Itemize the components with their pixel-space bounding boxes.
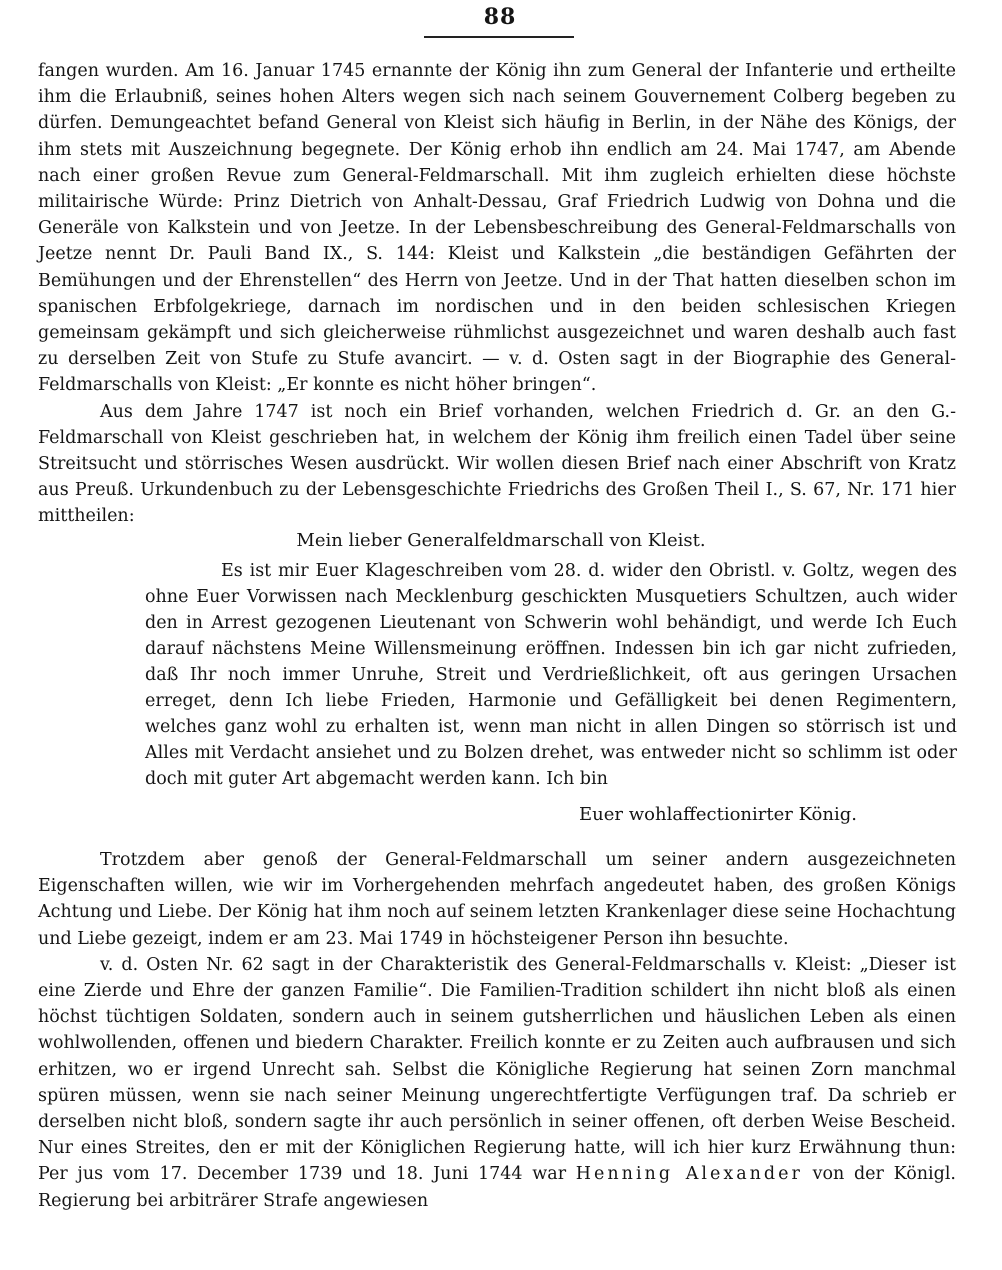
main-text xyxy=(38,58,956,530)
paragraph-royal-esteem: Trotzdem aber genoß der General-Feldmarschall um seiner andern ausgezeichneten Eigenschaften willen, wie wir im Vorhergehenden mehrfach angedeutet haben, des großen Königs Achtung und Liebe. Der König hat ihm noch auf seinem letzten Krankenlager diese seine Hochachtung und Liebe gezeigt, indem er am 23. Mai 1749 in höchsteigener Person ihn besuchte. xyxy=(38,850,956,949)
closing-text xyxy=(38,847,956,1214)
page-number: 88 xyxy=(483,4,517,30)
header-rule xyxy=(424,36,574,38)
paragraph-characteristics xyxy=(38,952,956,1214)
person-name: Henning Alexander xyxy=(575,1164,803,1185)
paragraph-letter-intro: Aus dem Jahre 1747 ist noch ein Brief vorhanden, welchen Friedrich d. Gr. an den G.-Feldmarschall von Kleist geschrieben hat, in welchem der König ihm freilich einen Tadel über seine Streitsucht und störrisches Wesen ausdrückt. Wir wollen diesen Brief nach einer Abschrift von Kratz aus Preuß. Urkundenbuch zu der Lebensgeschichte Friedrichs des Großen Theil I., S. 67, Nr. 171 hier mittheilen: xyxy=(38,401,956,527)
paragraph-characteristics-text: v. d. Osten Nr. 62 sagt in der Charakteristik des General-Feldmarschalls v. Kleist: „Dieser ist eine Zierde und Ehre der ganzen Familie“. Die Familien-Tradition schildert ihn nicht bloß als einen höchst tüchtigen Soldaten, sondern auch in seinem gutsherrlichen und häuslichen Leben als einen wohlwollenden, offenen und biedern Charakter. Freilich konnte er zu Zeiten auch aufbrausen und sich erhitzen, wo er irgend Unrecht sah. Selbst die Königliche Regierung hat seinen Zorn manchmal spüren müssen, wenn sie nach seiner Meinung ungerechtfertigte Verfügungen traf. Da schrieb er derselben nicht bloß, sondern sagte ihr auch persönlich in seiner offenen, oft derben Weise Bescheid. Nur eines Streites, den er mit der Königlichen Regierung hatte, will ich hier kurz Erwähnung thun: Per jus vom 17. December 1739 und 18. Juni 1744 war xyxy=(38,954,956,1185)
quoted-letter xyxy=(145,528,957,828)
letter-salutation: Mein lieber Generalfeldmarschall von Kleist. xyxy=(296,530,706,551)
paragraph-characteristics-end: von der Königl. Regierung bei arbiträrer Strafe angewiesen xyxy=(38,1164,956,1211)
letter-body: Es ist mir Euer Klageschreiben vom 28. d. wider den Obristl. v. Goltz, wegen des ohne Euer Vorwissen nach Mecklenburg geschickten Musquetiers Schultzen, auch wider den in Arrest gezogenen Lieutenant von Schwerin wohl behändigt, und werde Ich Euch darauf nächstens Meine Willensmeinung eröffnen. Indessen bin ich gar nicht zufrieden, daß Ihr noch immer Unruhe, Streit und Verdrießlichkeit, oft aus geringen Ursachen erreget, denn Ich liebe Frieden, Harmonie und Gefälligkeit bei denen Regimentern, welches ganz wohl zu erhalten ist, wenn man nicht in allen Dingen so störrisch ist und Alles mit Verdacht ansiehet und zu Bolzen drehet, was entweder nicht so schlimm ist oder doch mit guter Art abgemacht werden kann. Ich bin xyxy=(145,561,957,789)
paragraph-continuation: fangen wurden. Am 16. Januar 1745 ernannte der König ihn zum General der Infanterie und ertheilte ihm die Erlaubniß, seines hohen Alters wegen sich nach seinem Gouvernement Colberg begeben zu dürfen. Demungeachtet befand General von Kleist sich häufig in Berlin, in der Nähe des Königs, der ihm stets mit Auszeichnung begegnete. Der König erhob ihn endlich am 24. Mai 1747, am Abende nach einer großen Revue zum General-Feldmarschall. Mit ihm zugleich erhielten diese höchste militairische Würde: Prinz Dietrich von Anhalt-Dessau, Graf Friedrich Ludwig von Dohna und die Generäle von Kalkstein und von Jeetze. In der Lebensbeschreibung des General-Feldmarschalls von Jeetze nennt Dr. Pauli Band IX., S. 144: Kleist und Kalkstein „die beständigen Gefährten der Bemühungen und der Ehrenstellen“ des Herrn von Jeetze. Und in der That hatten dieselben schon im spanischen Erbfolgekriege, darnach im nordischen und in den beiden schlesischen Kriegen gemeinsam gekämpft und sich gleicherweise rühmlichst ausgezeichnet und waren deshalb auch fast zu derselben Zeit von Stufe zu Stufe avancirt. — v. d. Osten sagt in der Biographie des General-Feldmarschalls von Kleist: „Er konnte es nicht höher bringen“. xyxy=(38,61,956,396)
letter-signature: Euer wohlaffectionirter König. xyxy=(579,804,857,825)
